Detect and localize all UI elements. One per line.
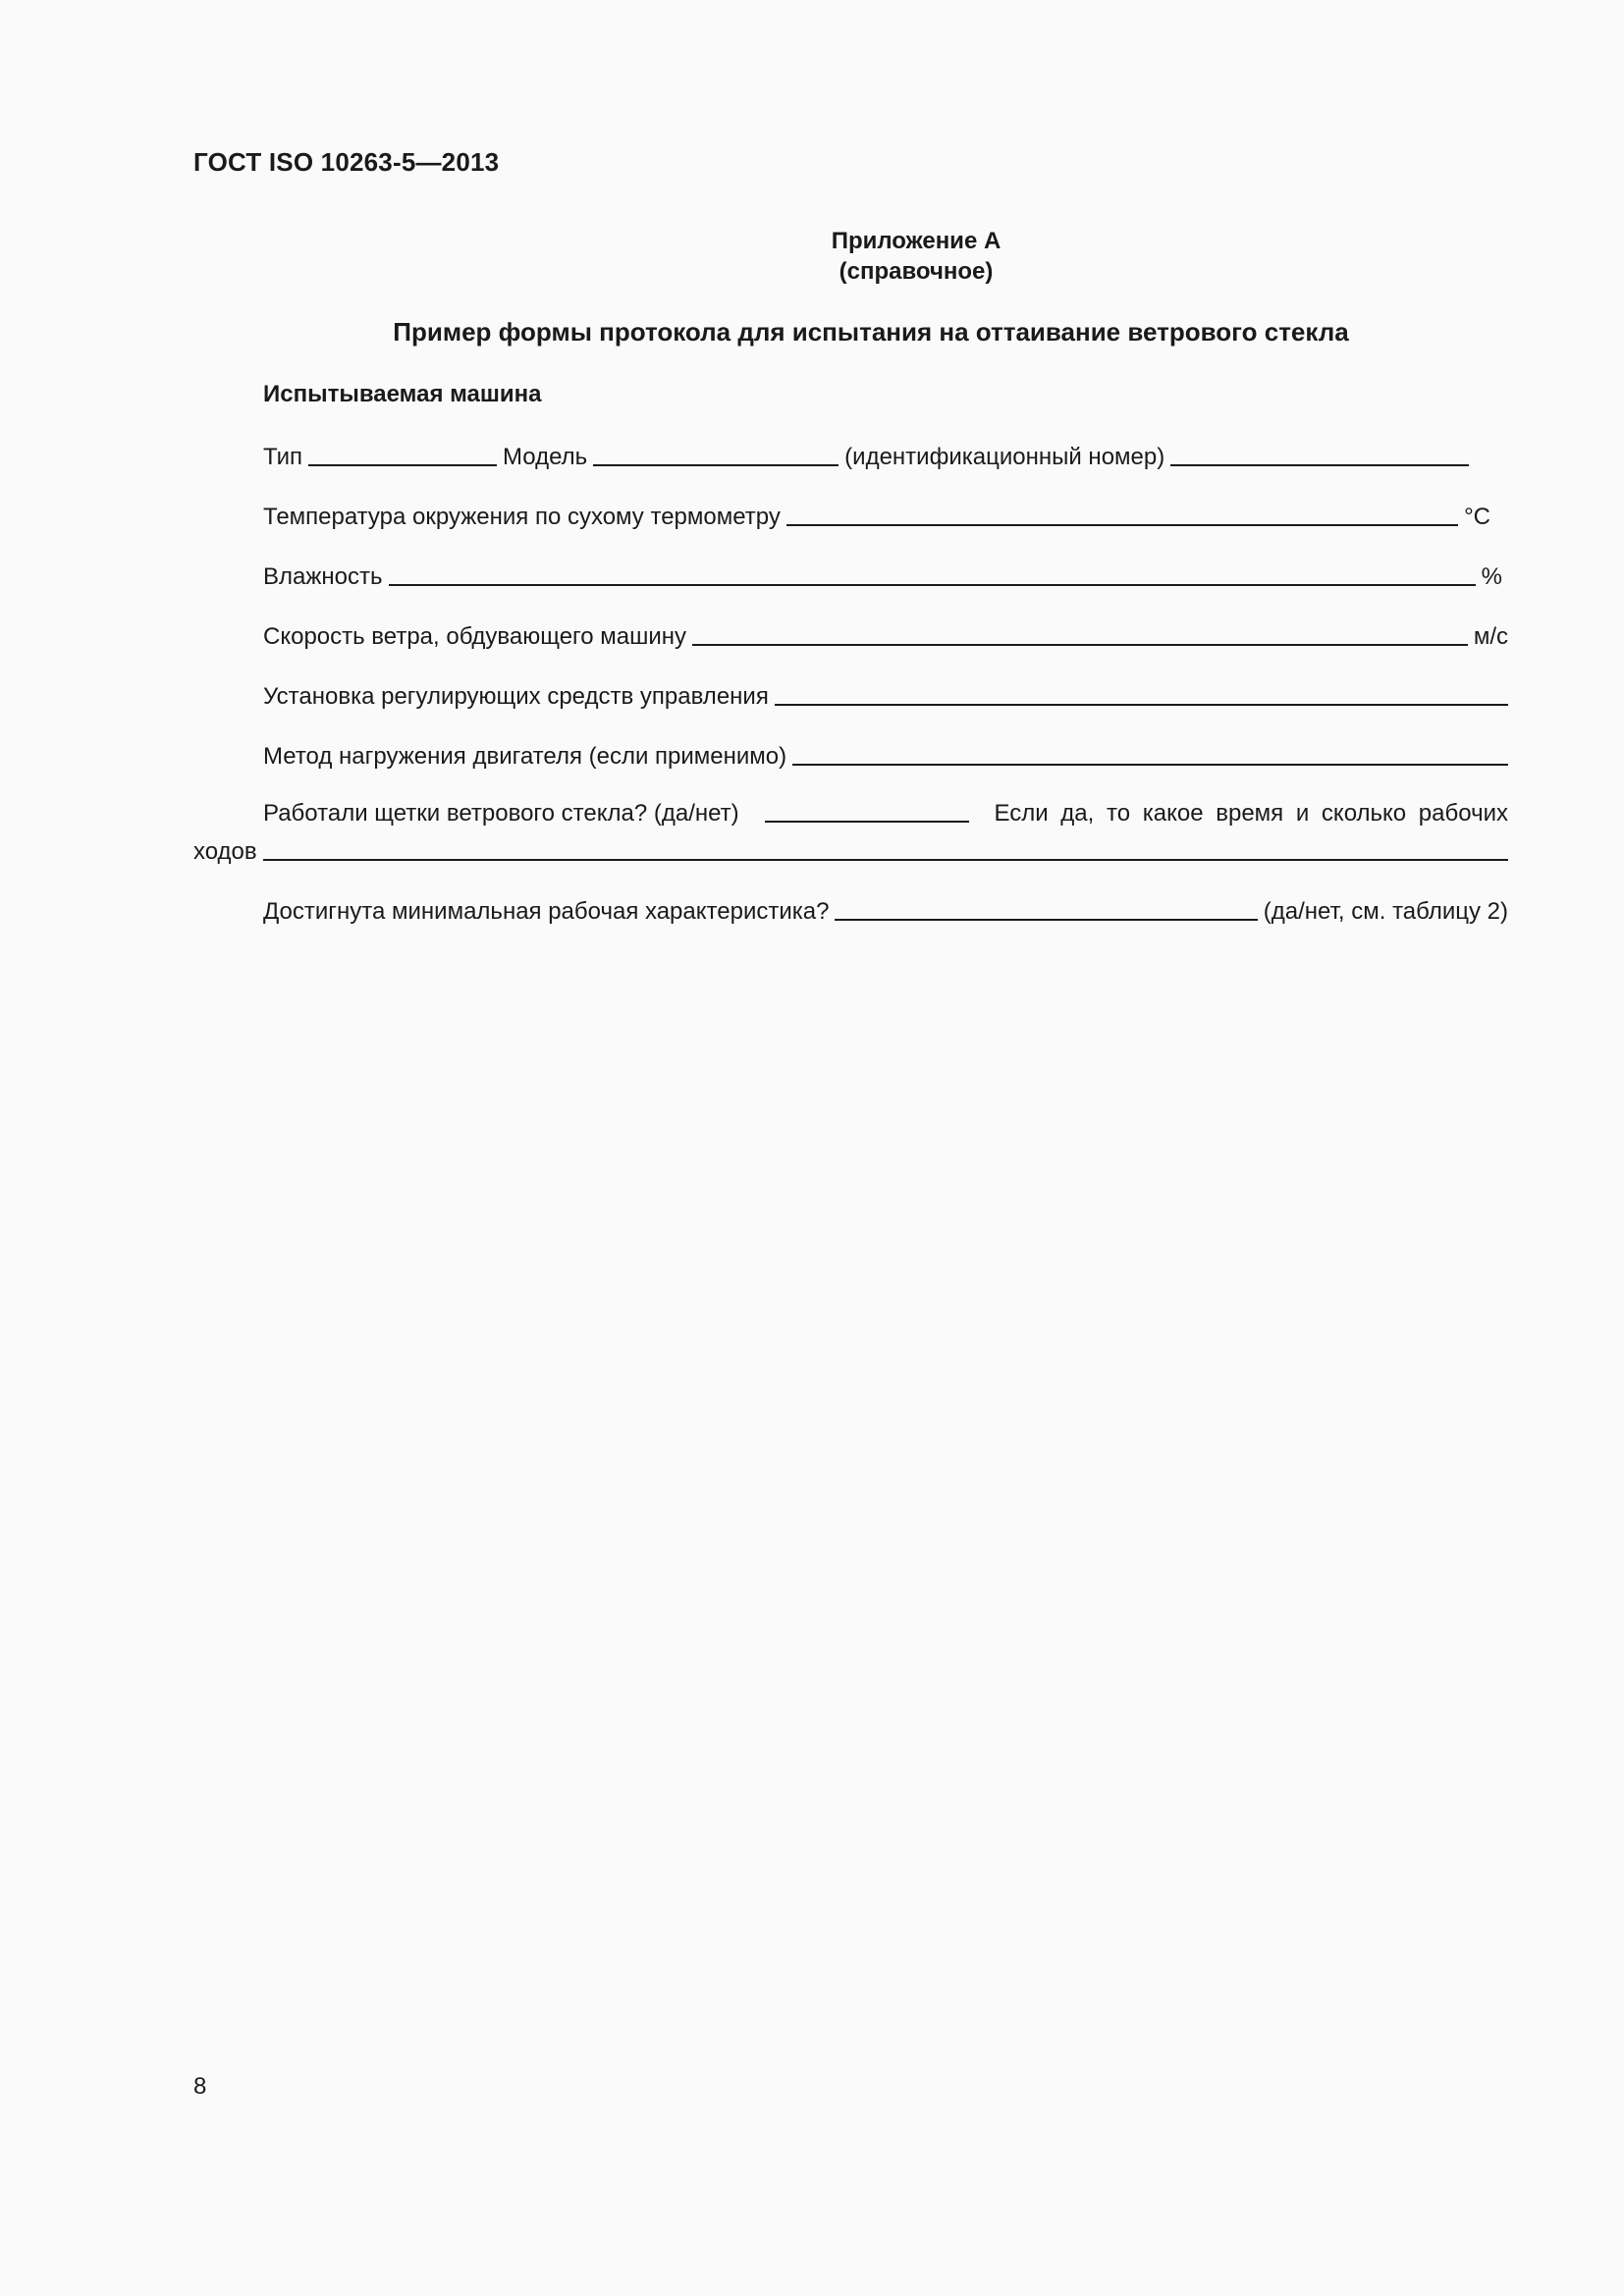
temperature-label: Температура окружения по сухому термометру bbox=[263, 504, 781, 530]
page-number: 8 bbox=[193, 2073, 207, 2100]
temperature-unit: °C bbox=[1464, 504, 1490, 530]
engine-loading-field[interactable] bbox=[792, 764, 1508, 766]
annex-heading bbox=[0, 226, 1624, 287]
row-humidity bbox=[263, 560, 1508, 591]
wind-speed-field[interactable] bbox=[692, 644, 1468, 646]
id-label: (идентификационный номер) bbox=[844, 444, 1165, 470]
wiper-strokes-field[interactable] bbox=[263, 859, 1508, 861]
humidity-field[interactable] bbox=[389, 584, 1476, 586]
temperature-field[interactable] bbox=[786, 524, 1458, 526]
row-controls bbox=[263, 679, 1508, 711]
id-field[interactable] bbox=[1170, 464, 1469, 466]
type-field[interactable] bbox=[308, 464, 497, 466]
annex-title: Приложение А bbox=[831, 228, 1001, 254]
controls-field[interactable] bbox=[775, 704, 1508, 706]
form-title-text: Пример формы протокола для испытания на оттаивание ветрового стекла bbox=[393, 317, 1349, 347]
wind-speed-label: Скорость ветра, обдувающего машину bbox=[263, 623, 687, 650]
section-heading: Испытываемая машина bbox=[263, 381, 542, 407]
model-field[interactable] bbox=[593, 464, 839, 466]
row-wipers bbox=[263, 796, 1508, 828]
row-engine-loading bbox=[263, 739, 1508, 771]
model-label: Модель bbox=[503, 444, 588, 470]
wipers-followup: Если да, то какое время и сколько рабочих bbox=[994, 800, 1508, 827]
type-label: Тип bbox=[263, 444, 303, 470]
performance-field[interactable] bbox=[835, 919, 1257, 921]
row-wind-speed bbox=[263, 619, 1508, 651]
humidity-unit: % bbox=[1481, 563, 1502, 590]
wipers-field[interactable] bbox=[765, 821, 969, 823]
row-performance bbox=[263, 894, 1508, 926]
row-vehicle-id bbox=[263, 440, 1508, 471]
wind-speed-unit: м/с bbox=[1473, 623, 1508, 650]
wiper-strokes-label: ходов bbox=[193, 838, 257, 865]
engine-loading-label: Метод нагружения двигателя (если применимо) bbox=[263, 743, 787, 770]
annex-kind: (справочное) bbox=[839, 258, 994, 285]
performance-note: (да/нет, см. таблицу 2) bbox=[1263, 898, 1508, 925]
humidity-label: Влажность bbox=[263, 563, 383, 590]
controls-label: Установка регулирующих средств управления bbox=[263, 683, 769, 710]
row-wiper-strokes bbox=[193, 834, 1508, 866]
document-code: ГОСТ ISO 10263-5—2013 bbox=[193, 147, 500, 177]
form-title bbox=[0, 317, 1624, 347]
row-temperature bbox=[263, 500, 1508, 531]
performance-label: Достигнута минимальная рабочая характеристика? bbox=[263, 898, 830, 925]
wipers-label: Работали щетки ветрового стекла? (да/нет) bbox=[263, 800, 739, 827]
